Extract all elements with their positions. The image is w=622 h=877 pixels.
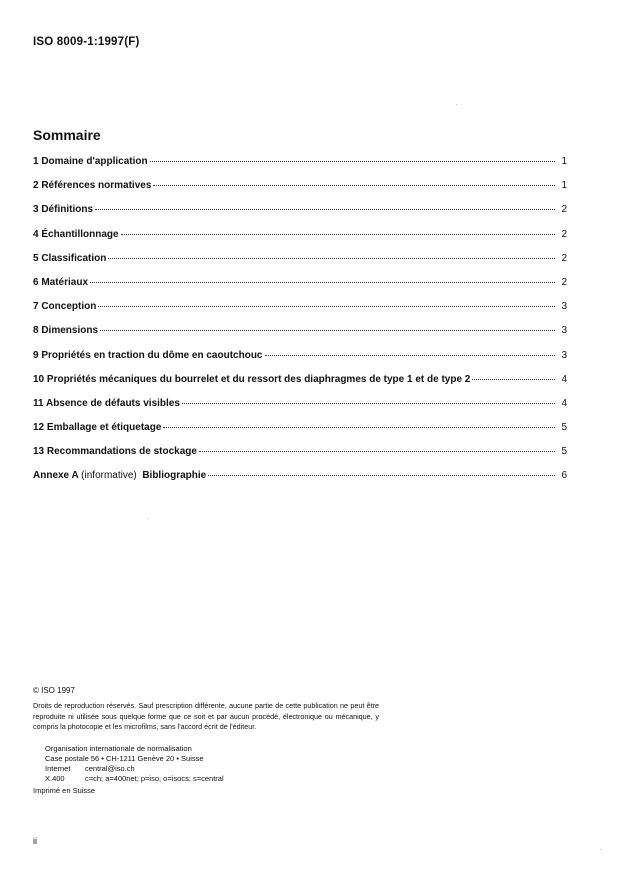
toc-entry-page: 3 bbox=[561, 301, 567, 313]
toc-entry-title: 2 Références normatives bbox=[33, 180, 152, 192]
toc-entry-page: 2 bbox=[561, 276, 567, 288]
annex-prefix: Annexe A bbox=[33, 470, 79, 482]
toc-entry-page: 2 bbox=[561, 204, 567, 216]
toc-entry-page: 5 bbox=[561, 422, 567, 434]
toc-entry-page: 5 bbox=[561, 446, 567, 458]
dot-leader bbox=[95, 209, 555, 210]
dot-leader bbox=[182, 403, 555, 404]
toc-entry-4[interactable] bbox=[33, 229, 567, 253]
dot-leader bbox=[108, 258, 555, 259]
internet-email[interactable]: central@iso.ch bbox=[85, 764, 135, 773]
toc-entry-title: 9 Propriétés en traction du dôme en caoutchouc bbox=[33, 349, 263, 361]
toc-entry-page: 1 bbox=[561, 156, 567, 167]
toc-entry-page: 4 bbox=[561, 397, 567, 409]
toc-entry-title: 4 Échantillonnage bbox=[33, 228, 119, 240]
toc-entry-page: 2 bbox=[561, 252, 567, 264]
dot-leader bbox=[153, 185, 555, 186]
toc-entry-page: 2 bbox=[561, 228, 567, 240]
publisher-address bbox=[45, 744, 224, 784]
toc-entry-title: 1 Domaine d'application bbox=[33, 156, 148, 167]
org-name: Organisation internationale de normalisation bbox=[45, 744, 192, 753]
annex-qualifier: (informative) bbox=[81, 470, 137, 482]
dot-leader bbox=[100, 330, 555, 331]
toc-entry-page: 4 bbox=[561, 373, 567, 385]
toc-entry-10[interactable] bbox=[33, 374, 567, 398]
toc-entry-title: 12 Emballage et étiquetage bbox=[33, 422, 162, 434]
toc-entry-title: 7 Conception bbox=[33, 301, 97, 313]
toc-entry-page: 3 bbox=[561, 325, 567, 337]
dot-leader bbox=[265, 355, 556, 356]
dot-leader bbox=[121, 234, 555, 235]
toc-entry-title: 11 Absence de défauts visibles bbox=[33, 397, 180, 409]
toc-entry-page: 3 bbox=[561, 349, 567, 361]
toc-entry-3[interactable] bbox=[33, 204, 567, 228]
toc-annex-title bbox=[33, 470, 206, 481]
dot-leader bbox=[199, 451, 555, 452]
page-number: ii bbox=[33, 836, 37, 846]
scan-speck bbox=[600, 849, 601, 850]
toc-entry-1[interactable] bbox=[33, 156, 567, 180]
internet-row bbox=[45, 764, 224, 774]
toc-entry-title: 13 Recommandations de stockage bbox=[33, 446, 197, 458]
dot-leader bbox=[208, 475, 555, 476]
internet-label: Internet bbox=[45, 764, 71, 773]
dot-leader bbox=[98, 306, 555, 307]
table-of-contents bbox=[33, 156, 567, 495]
toc-entry-title: 5 Classification bbox=[33, 252, 107, 264]
toc-entry-title: 6 Matériaux bbox=[33, 276, 89, 288]
toc-entry-page: 1 bbox=[561, 180, 567, 192]
document-id: ISO 8009-1:1997(F) bbox=[33, 36, 140, 48]
toc-entry-page: 6 bbox=[561, 470, 567, 482]
toc-heading: Sommaire bbox=[33, 127, 101, 143]
scan-speck bbox=[148, 518, 149, 519]
toc-entry-title: 8 Dimensions bbox=[33, 325, 99, 337]
toc-entry-8[interactable] bbox=[33, 325, 567, 349]
dot-leader bbox=[163, 427, 555, 428]
toc-entry-12[interactable] bbox=[33, 422, 567, 446]
x400-label: X.400 bbox=[45, 774, 65, 783]
toc-entry-annex-a[interactable] bbox=[33, 470, 567, 494]
printed-in: Imprimé en Suisse bbox=[33, 786, 96, 795]
dot-leader bbox=[472, 379, 555, 380]
toc-entry-5[interactable] bbox=[33, 253, 567, 277]
x400-row bbox=[45, 774, 224, 784]
copyright-notice: © ISO 1997 bbox=[33, 686, 75, 695]
scan-speck bbox=[456, 104, 457, 105]
toc-entry-9[interactable] bbox=[33, 350, 567, 374]
toc-entry-13[interactable] bbox=[33, 446, 567, 470]
dot-leader bbox=[90, 282, 555, 283]
toc-entry-11[interactable] bbox=[33, 398, 567, 422]
postal-address: Case postale 56 • CH-1211 Genève 20 • Suisse bbox=[45, 754, 204, 763]
toc-entry-2[interactable] bbox=[33, 180, 567, 204]
x400-address: c=ch; a=400net; p=iso; o=isocs; s=central bbox=[85, 774, 224, 783]
toc-entry-6[interactable] bbox=[33, 277, 567, 301]
toc-entry-title: 10 Propriétés mécaniques du bourrelet et du ressort des diaphragmes de type 1 et de type 2 bbox=[33, 373, 471, 385]
annex-name: Bibliographie bbox=[142, 470, 207, 482]
toc-entry-7[interactable] bbox=[33, 301, 567, 325]
dot-leader bbox=[150, 161, 555, 162]
toc-entry-title: 3 Définitions bbox=[33, 204, 94, 216]
legal-notice: Droits de reproduction réservés. Sauf prescription différente, aucune partie de cette publication ne peut être reproduite ni utilisée sous quelque forme que ce soit et par aucun procédé, électronique ou mécanique, y compris la photocopie et les microfilms, sans l'accord écrit de l'éditeur. bbox=[33, 701, 379, 731]
